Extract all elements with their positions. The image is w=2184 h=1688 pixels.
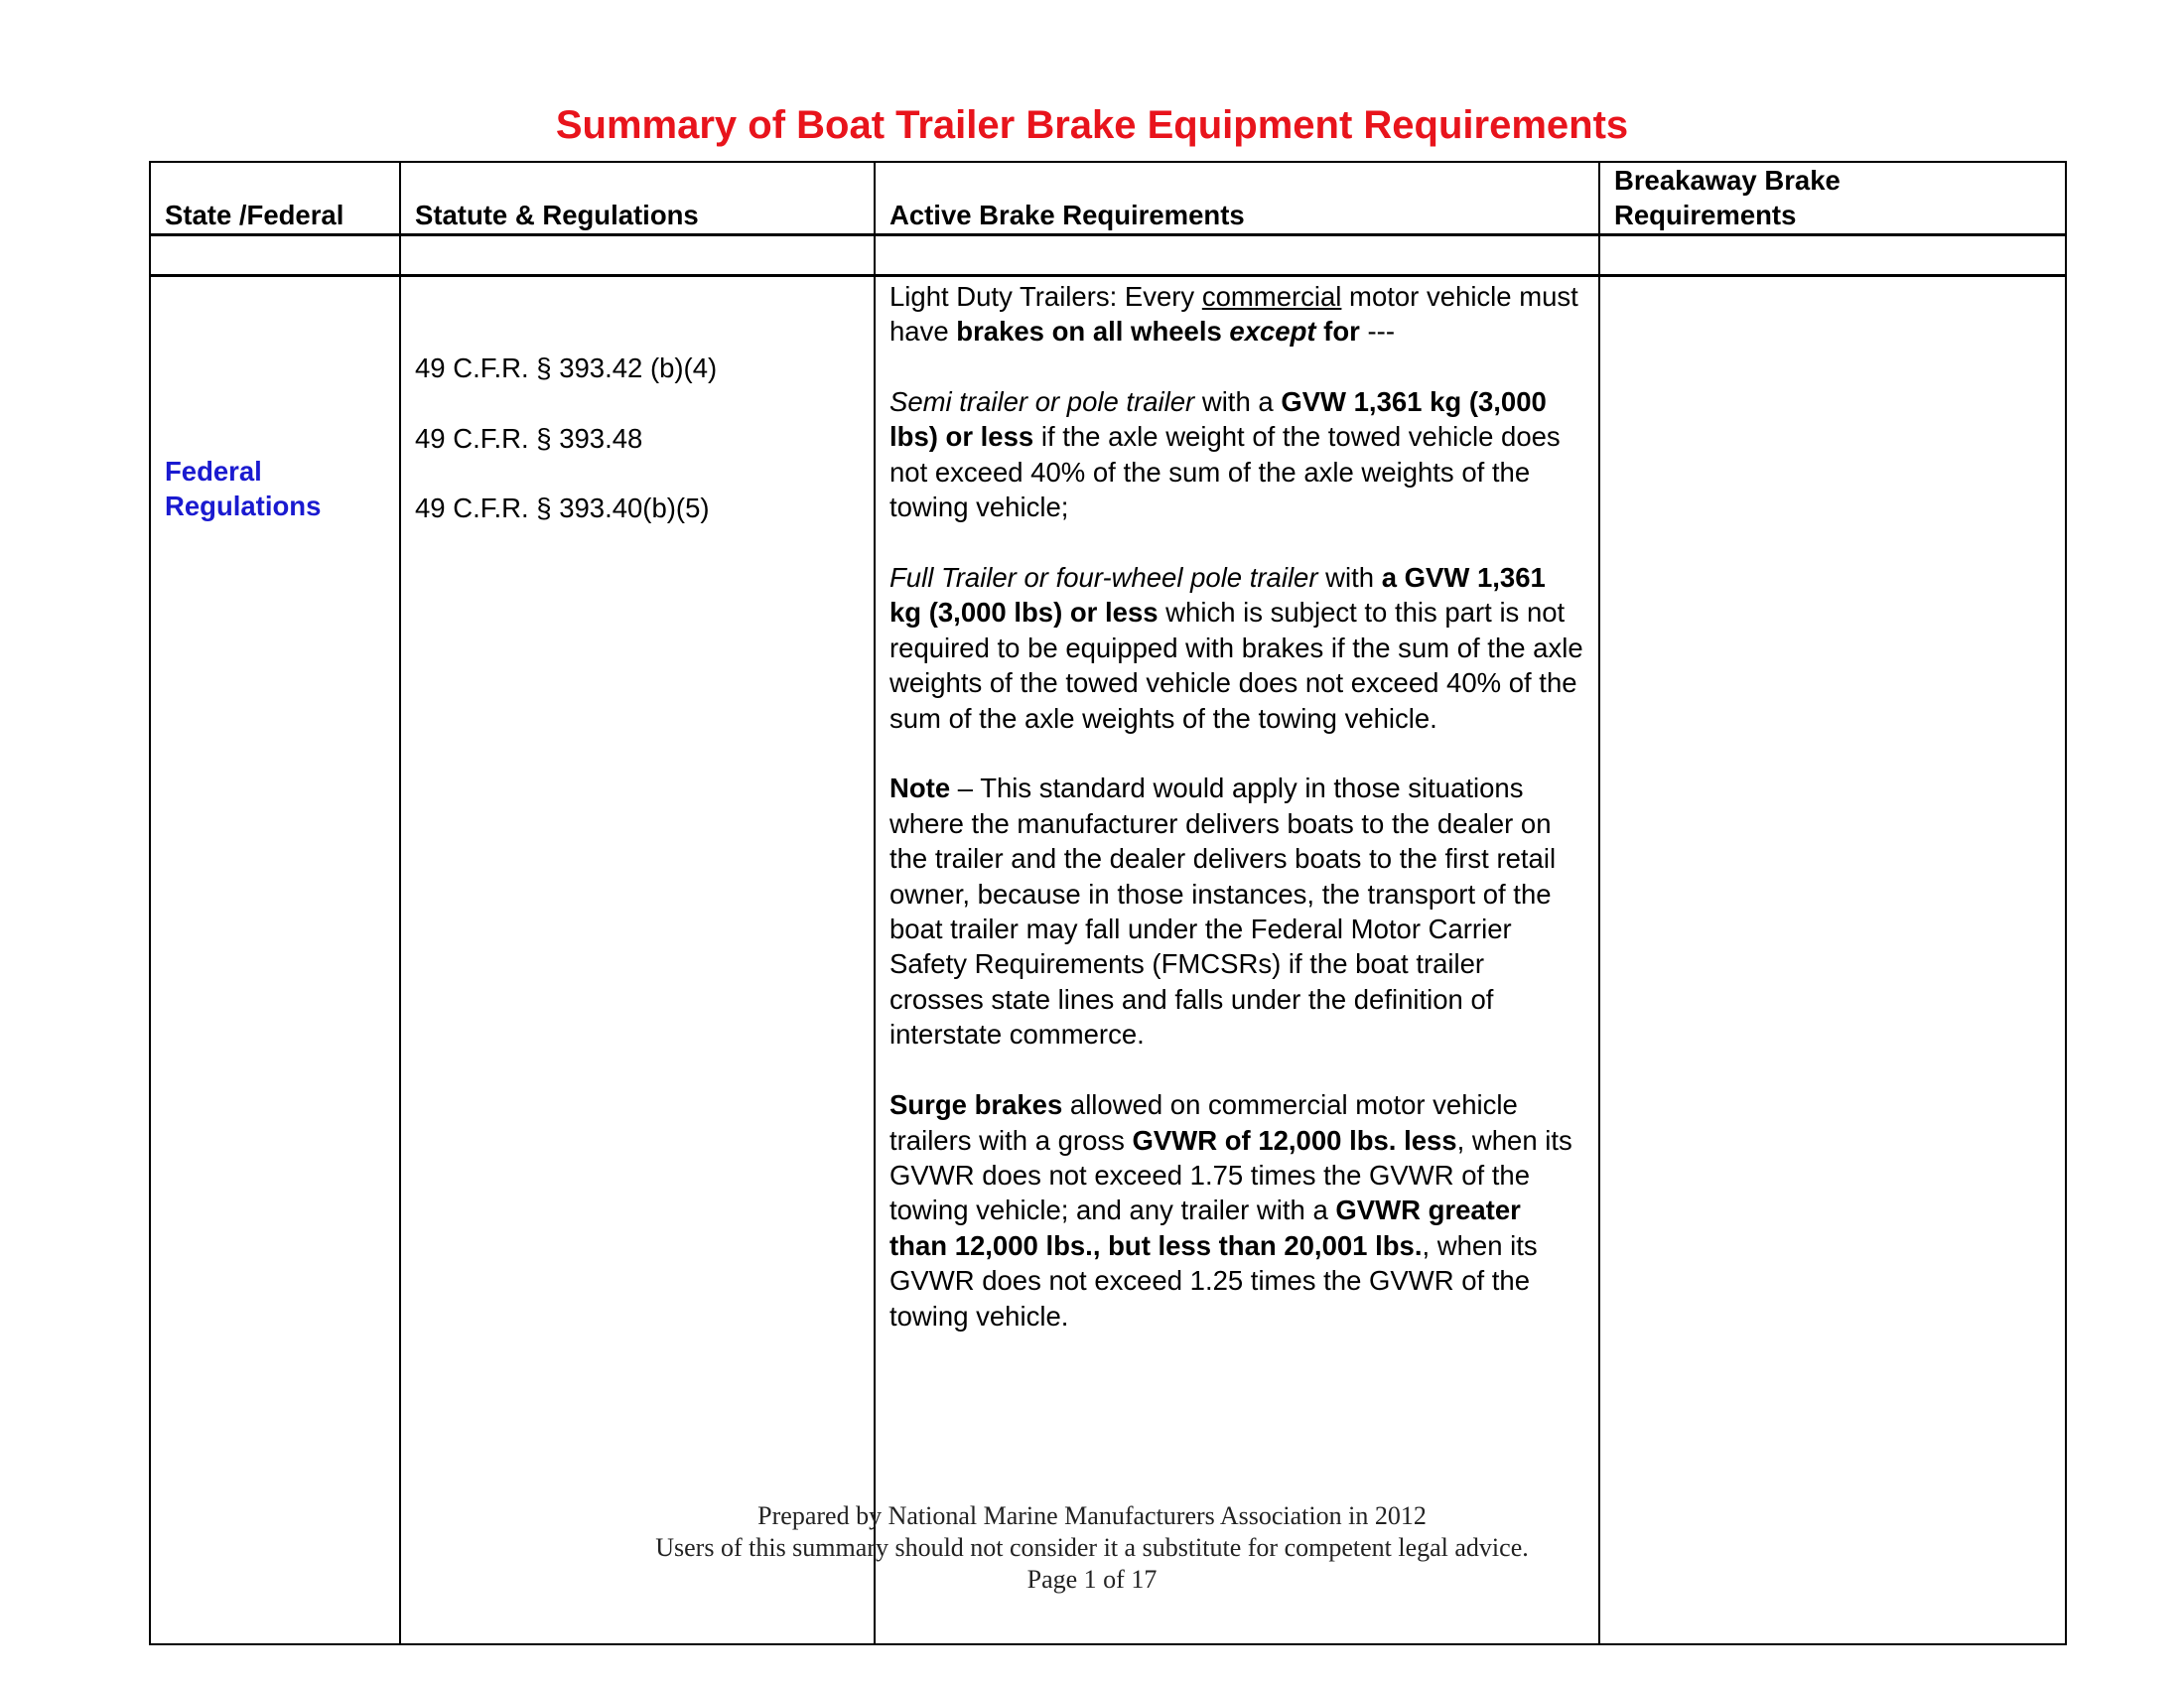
- active-paragraph-full-trailer: Full Trailer or four-wheel pole trailer with a GVW 1,361 kg (3,000 lbs) or less which is subject to this part is not required to be equipped with brakes if the sum of the axle weights of the towed vehicle does not exceed 40% of the sum of the axle weights of the towing vehicle.: [889, 562, 1583, 734]
- footer-disclaimer: Users of this summary should not consider it a substitute for competent legal advice.: [655, 1533, 1529, 1562]
- breakaway-cell: [1599, 275, 2066, 1644]
- footer-prepared-by: Prepared by National Marine Manufacturers Association in 2012: [757, 1501, 1427, 1530]
- active-paragraph-surge-brakes: Surge brakes allowed on commercial motor vehicle trailers with a gross GVWR of 12,000 lbs. less, when its GVWR does not exceed 1.75 times the GVWR of the towing vehicle; and any trailer with a GVWR greater than 12,000 lbs., but less than 20,001 lbs., when its GVWR does not exceed 1.25 times the GVWR of the towing vehicle.: [889, 1089, 1572, 1332]
- active-brake-cell: [875, 275, 1599, 1644]
- active-paragraph-note: Note – This standard would apply in those situations where the manufacturer delivers boats to the dealer on the trailer and the dealer delivers boats to the first retail owner, because in those instances, the transport of the boat trailer may fall under the Federal Motor Carrier Safety Requirements (FMCSRs) if the boat trailer crosses state lines and falls under the definition of interstate commerce.: [889, 773, 1557, 1051]
- statute-cell: [400, 275, 875, 1644]
- table-row: [150, 275, 2066, 1644]
- active-paragraph-light-duty: Light Duty Trailers: Every commercial motor vehicle must have brakes on all wheels except for ---: [889, 280, 1578, 348]
- requirements-table: [149, 161, 2067, 1645]
- header-breakaway-brake: [1599, 162, 2066, 234]
- page-number: Page 1 of 17: [1026, 1565, 1158, 1594]
- header-state: State /Federal: [150, 162, 400, 234]
- header-statute: Statute & Regulations: [400, 162, 875, 234]
- table-spacer-row: [150, 234, 2066, 275]
- active-paragraph-semi-trailer: Semi trailer or pole trailer with a GVW 1,361 kg (3,000 lbs) or less if the axle weight of the towed vehicle does not exceed 40% of the sum of the axle weights of the towing vehicle;: [889, 386, 1561, 523]
- state-cell: Federal Regulations: [150, 275, 400, 1644]
- table-header-row: [150, 162, 2066, 234]
- header-breakaway-line1: Breakaway Brake: [1614, 165, 1841, 196]
- document-title: Summary of Boat Trailer Brake Equipment Requirements: [555, 103, 1629, 147]
- statute-item: 49 C.F.R. § 393.42 (b)(4): [415, 352, 718, 383]
- header-breakaway-line2: Requirements: [1614, 200, 1797, 231]
- page-footer: [0, 1500, 2184, 1596]
- statute-item: 49 C.F.R. § 393.48: [415, 422, 643, 454]
- header-active-brake: Active Brake Requirements: [875, 162, 1599, 234]
- statute-item: 49 C.F.R. § 393.40(b)(5): [415, 492, 710, 524]
